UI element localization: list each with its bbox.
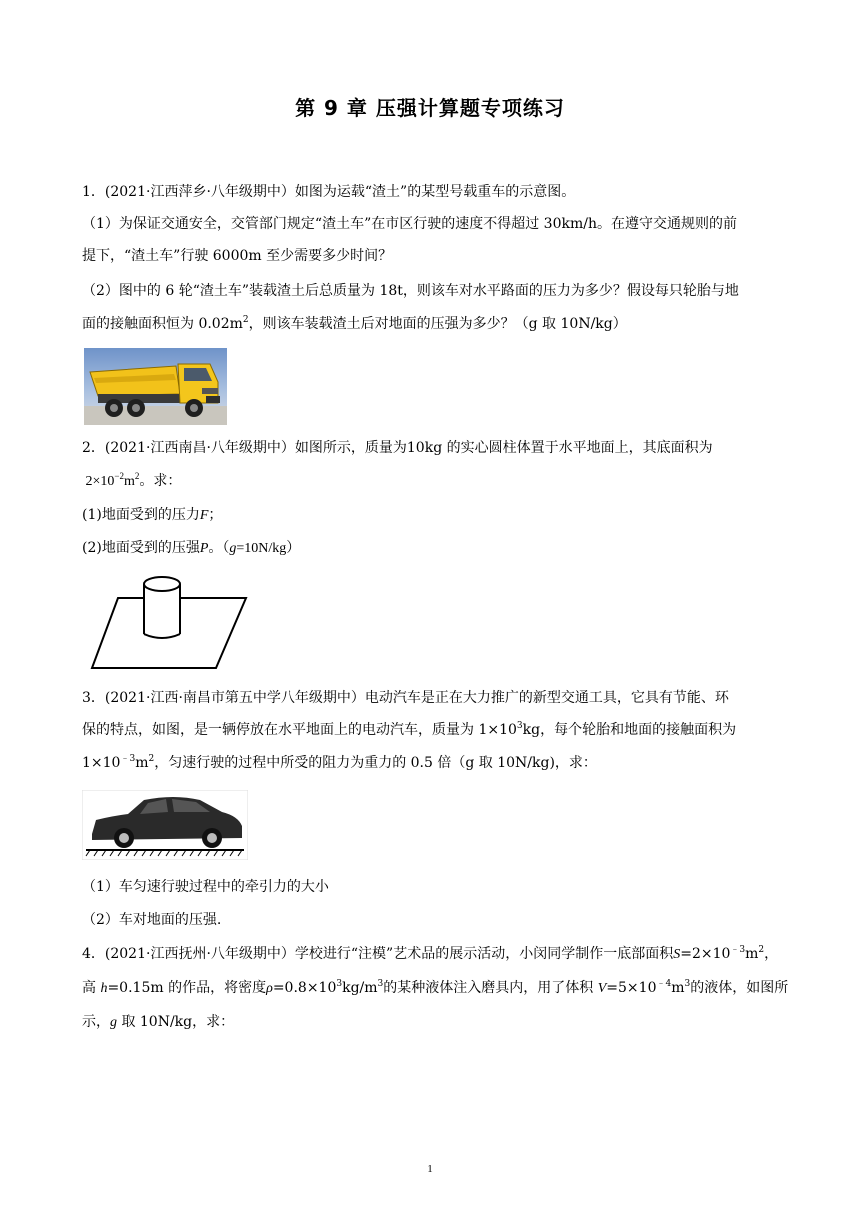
q4-line-3: 示，g 取 10N/kg，求： — [82, 1014, 235, 1030]
q2-line-3: (1)地面受到的压力F； — [82, 507, 223, 523]
q1-line-3: 提下，“渣土车”行驶 6000m 至少需要多少时间？ — [82, 248, 393, 264]
q2-line-4: (2)地面受到的压强P。（g=10N/kg） — [82, 540, 301, 556]
q3-line-3: $1\times 10^{﹣3}m^2$，匀速行驶的过程中所受的阻力为重力的 0.5 倍（g 取 10N/kg)，求： — [82, 754, 597, 771]
page-title: 第 9 章 压强计算题专项练习 — [295, 96, 565, 120]
dump-truck-image — [84, 348, 227, 425]
q3-line-2: 保的特点，如图，是一辆停放在水平地面上的电动汽车，质量为 $1\times 10^3kg$，每个轮胎和地面的接触面积为 — [82, 721, 737, 738]
cylinder-on-ground-diagram — [88, 572, 248, 672]
q1-line-5: 面的接触面积恒为 $0.02m^2$，则该车装载渣土后对地面的压强为多少？（g 取 10N/kg） — [82, 315, 627, 332]
q3-line-4: （1）车匀速行驶过程中的牵引力的大小 — [82, 879, 329, 895]
page-number: 1 — [427, 1163, 433, 1175]
q1-line-1: 1．(2021·江西萍乡·八年级期中）如图为运载“渣土”的某型号载重车的示意图。 — [82, 184, 576, 200]
q4-line-2: 高 h=0.15m 的作品，将密度$\rho=0.8\times 10^3kg/m^3$的某种液体注入磨具内，用了体积 $V=5\times 10^{﹣4}m^3$的液体，如图所 — [82, 979, 789, 996]
q2-line-2: $2\times 10^{-2}m^2$。求： — [85, 471, 182, 489]
q3-line-1: 3．(2021·江西·南昌市第五中学八年级期中）电动汽车是正在大力推广的新型交通工具，它具有节能、环 — [82, 690, 729, 706]
electric-car-image — [82, 790, 248, 860]
q1-line-2: （1）为保证交通安全，交管部门规定“渣土车”在市区行驶的速度不得超过 30km/h。在遵守交通规则的前 — [82, 216, 737, 232]
q1-line-4: （2）图中的 6 轮“渣土车”装载渣土后总质量为 18t，则该车对水平路面的压力为多少？假设每只轮胎与地 — [82, 283, 739, 299]
q4-line-1: 4．(2021·江西抚州·八年级期中）学校进行“注模”艺术品的展示活动，小闵同学制作一底部面积$S=2\times 10^{﹣3}m^2$， — [82, 945, 779, 962]
q2-line-1: 2．(2021·江西南昌·八年级期中）如图所示，质量为10kg 的实心圆柱体置于水平地面上，其底面积为 — [82, 440, 713, 456]
q3-line-5: （2）车对地面的压强. — [82, 912, 222, 928]
